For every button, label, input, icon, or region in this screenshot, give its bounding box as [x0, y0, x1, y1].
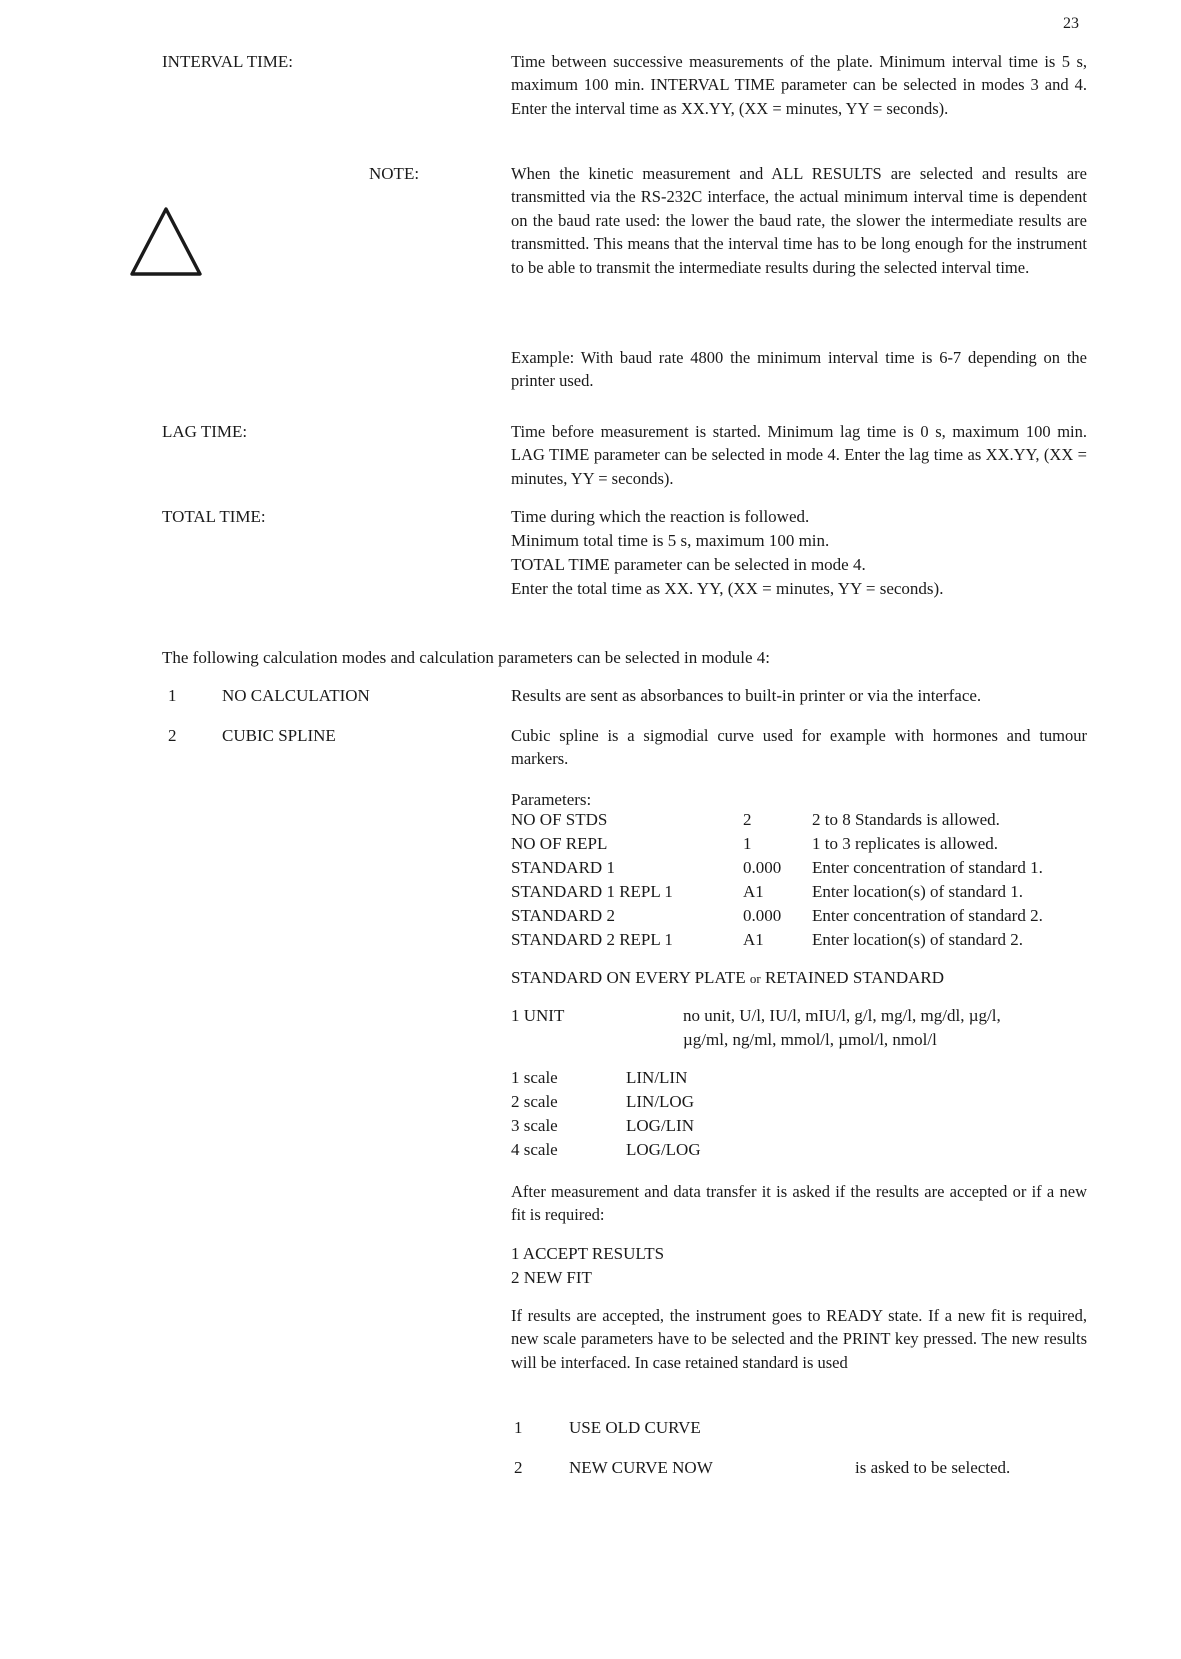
- total-time-line: Enter the total time as XX. YY, (XX = minutes, YY = seconds).: [511, 579, 944, 598]
- note-example: Example: With baud rate 4800 the minimum interval time is 6-7 depending on the printer used.: [511, 348, 1087, 391]
- if-accepted-text: If results are accepted, the instrument goes to READY state. If a new fit is required, new scale parameters have to be selected and the PRINT key pressed. The new results will be interfaced. In case retained standard is used: [511, 1306, 1087, 1372]
- mode-description: Cubic spline is a sigmodial curve used for example with hormones and tumour markers.: [511, 726, 1087, 769]
- warning-triangle-icon: [128, 203, 204, 279]
- scale-label: 3 scale: [511, 1116, 558, 1135]
- scale-label: 4 scale: [511, 1140, 558, 1159]
- total-time-line: Time during which the reaction is followed.: [511, 507, 810, 526]
- parameter-value: 0.000: [743, 906, 782, 925]
- parameter-description: 2 to 8 Standards is allowed.: [812, 810, 1000, 829]
- scale-value: LIN/LOG: [626, 1092, 694, 1111]
- interval-time-text: Time between successive measurements of the plate. Minimum interval time is 5 s, maximum 100 min. INTERVAL TIME parameter can be selected in modes 3 and 4. Enter the interval time as XX.YY, (XX = minutes, YY = seconds).: [511, 52, 1087, 118]
- scale-value: LOG/LOG: [626, 1140, 701, 1159]
- parameter-description: Enter concentration of standard 2.: [812, 906, 1043, 925]
- parameter-name: STANDARD 2: [511, 906, 615, 925]
- interval-time-label: INTERVAL TIME:: [162, 52, 294, 71]
- lag-time-text: Time before measurement is started. Minimum lag time is 0 s, maximum 100 min. LAG TIME parameter can be selected in mode 4. Enter the lag time as XX.YY, (XX = minutes, YY = seconds).: [511, 422, 1087, 488]
- mode-number: 2: [168, 726, 177, 745]
- parameter-name: NO OF STDS: [511, 810, 608, 829]
- curve-option-label: NEW CURVE NOW: [569, 1458, 713, 1477]
- curve-option-label: USE OLD CURVE: [569, 1418, 701, 1437]
- curve-suffix: is asked to be selected.: [855, 1458, 1011, 1477]
- scale-label: 1 scale: [511, 1068, 558, 1087]
- total-time-line: Minimum total time is 5 s, maximum 100 min.: [511, 531, 830, 550]
- parameter-description: Enter location(s) of standard 1.: [812, 882, 1024, 901]
- scale-label: 2 scale: [511, 1092, 558, 1111]
- curve-option-number: 2: [514, 1458, 523, 1477]
- parameters-heading: Parameters:: [511, 790, 592, 809]
- scale-value: LOG/LIN: [626, 1116, 694, 1135]
- parameter-value: 2: [743, 810, 752, 829]
- accept-option: 1 ACCEPT RESULTS: [511, 1244, 665, 1263]
- standard-on-every-plate: STANDARD ON EVERY PLATE: [511, 968, 746, 987]
- note-text: When the kinetic measurement and ALL RESULTS are selected and results are transmitted via the RS-232C interface, the actual minimum interval time is dependent on the baud rate used: the lower the baud rate, the slower the intermediate results are transmitted. This means that the interval time has to be long enough for the instrument to be able to transmit the intermediate results during the selected interval time.: [511, 164, 1087, 277]
- parameter-name: STANDARD 2 REPL 1: [511, 930, 673, 949]
- mode-number: 1: [168, 686, 177, 705]
- standard-or: or: [749, 971, 761, 986]
- parameter-description: Enter location(s) of standard 2.: [812, 930, 1024, 949]
- parameter-name: STANDARD 1: [511, 858, 615, 877]
- parameter-description: 1 to 3 replicates is allowed.: [812, 834, 999, 853]
- lag-time-label: LAG TIME:: [162, 422, 248, 441]
- after-measurement-text: After measurement and data transfer it is asked if the results are accepted or if a new fit is required:: [511, 1182, 1087, 1225]
- standard-choice: [511, 966, 944, 990]
- scale-value: LIN/LIN: [626, 1068, 688, 1087]
- page-number: 23: [1063, 15, 1079, 32]
- parameter-value: A1: [743, 930, 764, 949]
- parameter-name: NO OF REPL: [511, 834, 608, 853]
- parameter-description: Enter concentration of standard 1.: [812, 858, 1043, 877]
- note-label: NOTE:: [369, 164, 420, 183]
- parameter-value: 0.000: [743, 858, 782, 877]
- parameter-name: STANDARD 1 REPL 1: [511, 882, 673, 901]
- mode-description: Results are sent as absorbances to built-in printer or via the interface.: [511, 686, 982, 705]
- unit-options-line: no unit, U/l, IU/l, mIU/l, g/l, mg/l, mg/dl, µg/l,: [683, 1006, 1001, 1025]
- parameter-value: A1: [743, 882, 764, 901]
- mode-name: CUBIC SPLINE: [222, 726, 336, 745]
- parameter-value: 1: [743, 834, 752, 853]
- accept-option: 2 NEW FIT: [511, 1268, 592, 1287]
- calculation-intro: The following calculation modes and calculation parameters can be selected in module 4:: [162, 648, 770, 667]
- mode-name: NO CALCULATION: [222, 686, 370, 705]
- total-time-label: TOTAL TIME:: [162, 507, 266, 526]
- total-time-line: TOTAL TIME parameter can be selected in mode 4.: [511, 555, 866, 574]
- retained-standard: RETAINED STANDARD: [764, 968, 945, 987]
- unit-options-line: µg/ml, ng/ml, mmol/l, µmol/l, nmol/l: [683, 1030, 937, 1049]
- unit-label: 1 UNIT: [511, 1006, 565, 1025]
- curve-option-number: 1: [514, 1418, 523, 1437]
